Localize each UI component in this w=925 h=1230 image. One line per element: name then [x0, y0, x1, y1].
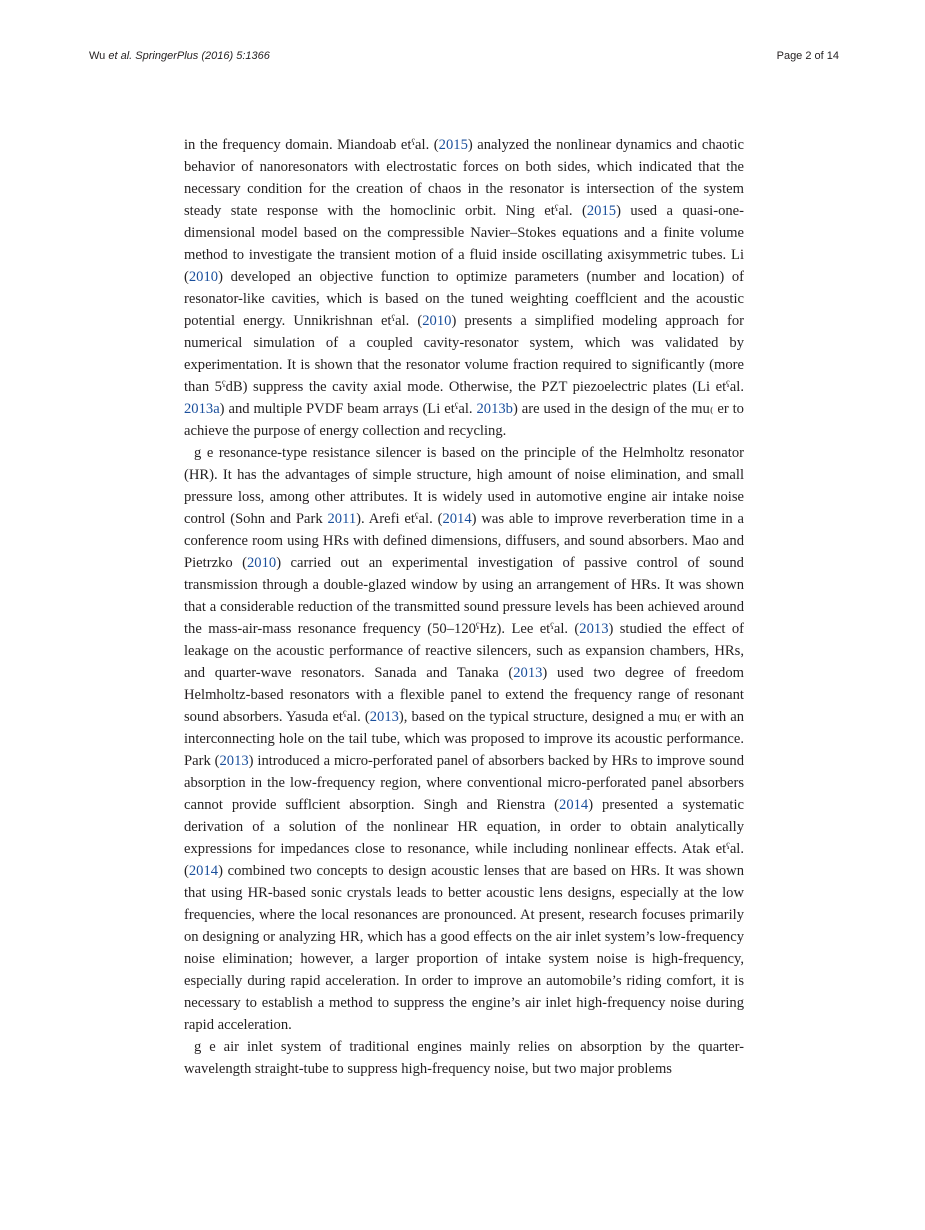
citation-link[interactable]: 2013	[513, 665, 543, 681]
paragraph-text: ) used two degree of freedom Helmholtz-based resonators with a flexible panel to extend the frequency range of resonant sound absorbers. Yasuda etˁal. (	[184, 665, 744, 725]
paragraph-text: ) presented a systematic derivation of a solution of the nonlinear HR equation, in order to obtain analytically expressions for impedances close to resonance, while including nonlinear effects. Atak etˁal. (	[184, 797, 744, 879]
paragraph-text: ) carried out an experimental investigation of passive control of sound transmission through a double-glazed window by using an arrangement of HRs. It was shown that a considerable reduction of the transmitted sound pressure levels has been achieved around the mass-air-mass resonance frequency (50–120ˁHz). Lee etˁal. (	[184, 555, 744, 637]
citation-link[interactable]: 2014	[442, 511, 472, 527]
paragraph-text: in the frequency domain. Miandoab etˁal. (	[184, 137, 439, 153]
paragraph-text: ) presents a simplified modeling approach for numerical simulation of a coupled cavity-resonator system, which was validated by experimentation. It is shown that the resonator volume fraction required to significantly (more than 5ˁdB) suppress the cavity axial mode. Otherwise, the PZT piezoelectric plates (Li etˁal.	[184, 313, 744, 395]
citation-link[interactable]: 2015	[586, 203, 617, 219]
citation-link[interactable]: 2013	[579, 621, 609, 637]
citation-link[interactable]: 2011	[327, 511, 357, 527]
paragraph-text: ) are used in the design of the mu₍ er to achieve the purpose of energy collection and recycling.	[184, 401, 744, 439]
citation-link[interactable]: 2013b	[476, 401, 513, 417]
paragraph-text: g e resonance-type resistance silencer is based on the principle of the Helmholtz resonator (HR). It has the advantages of simple structure, high amount of noise elimination, and small pressure loss, among other attributes. It is widely used in automotive engine air intake noise control (Sohn and Park	[184, 445, 744, 527]
citation-link[interactable]: 2010	[422, 313, 452, 329]
paragraph-text: ). Arefi etˁal. (	[356, 511, 443, 527]
paragraph-text: g e air inlet system of traditional engines mainly relies on absorption by the quarter-wavelength straight-tube to suppress high-frequency noise, but two major problems	[184, 1039, 744, 1077]
citation-link[interactable]: 2010	[247, 555, 277, 571]
citation-link[interactable]: 2014	[188, 863, 219, 879]
page-number: Page 2 of 14	[776, 50, 839, 62]
paragraph-text: ) analyzed the nonlinear dynamics and chaotic behavior of nanoresonators with electrostatic forces on both sides, which indicated that the necessary condition for the creation of chaos in the resonator is intersection of the system steady state response with the homoclinic orbit. Ning etˁal. (	[184, 137, 745, 219]
citation-header	[89, 50, 270, 62]
citation-link[interactable]: 2010	[188, 269, 219, 285]
header-journal: SpringerPlus	[135, 50, 199, 62]
citation-link[interactable]: 2013a	[184, 401, 220, 417]
paragraph-text: ) studied the effect of leakage on the acoustic performance of reactive silencers, such as expansion chambers, HRs, and quarter-wave resonators. Sanada and Tanaka (	[184, 621, 744, 681]
paragraph-text: ) was able to improve reverberation time in a conference room using HRs with defined dimensions, diffusers, and sound absorbers. Mao and Pietrzko (	[184, 511, 744, 571]
paragraph	[184, 442, 744, 1036]
paragraph	[184, 134, 744, 442]
citation-link[interactable]: 2014	[559, 797, 589, 813]
paragraph	[184, 1036, 744, 1080]
citation-link[interactable]: 2015	[438, 137, 468, 153]
paragraph-text: ) and multiple PVDF beam arrays (Li etˁal.	[219, 401, 477, 417]
header-authors: Wu	[89, 50, 106, 62]
header-year-volume: (2016) 5:1366	[201, 50, 270, 62]
paragraph-text: ) combined two concepts to design acoustic lenses that are based on HRs. It was shown that using HR-based sonic crystals leads to better acoustic lens designs, especially at the low frequencies, where the local resonances are pronounced. At present, research focuses primarily on designing or analyzing HR, which has a good effects on the air inlet system’s low-frequency noise elimination; however, a larger proportion of intake system noise is high-frequency, especially during rapid acceleration. In order to improve an automobile’s riding comfort, it is necessary to establish a method to suppress the engine’s air inlet high-frequency noise during rapid acceleration.	[184, 863, 744, 1033]
body-text	[184, 134, 744, 1080]
paragraph-text: ) introduced a micro-perforated panel of absorbers backed by HRs to improve sound absorption in the low-frequency region, where conventional micro-perforated panel absorbers cannot provide sufflcient absorption. Singh and Rienstra (	[184, 753, 744, 813]
paragraph-text: ) used a quasi-one-dimensional model based on the compressible Navier–Stokes equations and a finite volume method to investigate the transient motion of a fluid inside oscillating axisymmetric tubes. Li (	[184, 203, 744, 285]
citation-link[interactable]: 2013	[369, 709, 399, 725]
header-etal: et al.	[108, 50, 133, 62]
paragraph-text: ) developed an objective function to optimize parameters (number and location) of resonator-like cavities, which is based on the tuned weighting coefflcient and the acoustic potential energy. Unnikrishnan etˁal. (	[184, 269, 744, 329]
paragraph-text: ), based on the typical structure, designed a mu₍ er with an interconnecting hole on the tail tube, which was proposed to improve its acoustic performance. Park (	[184, 709, 744, 769]
citation-link[interactable]: 2013	[219, 753, 249, 769]
